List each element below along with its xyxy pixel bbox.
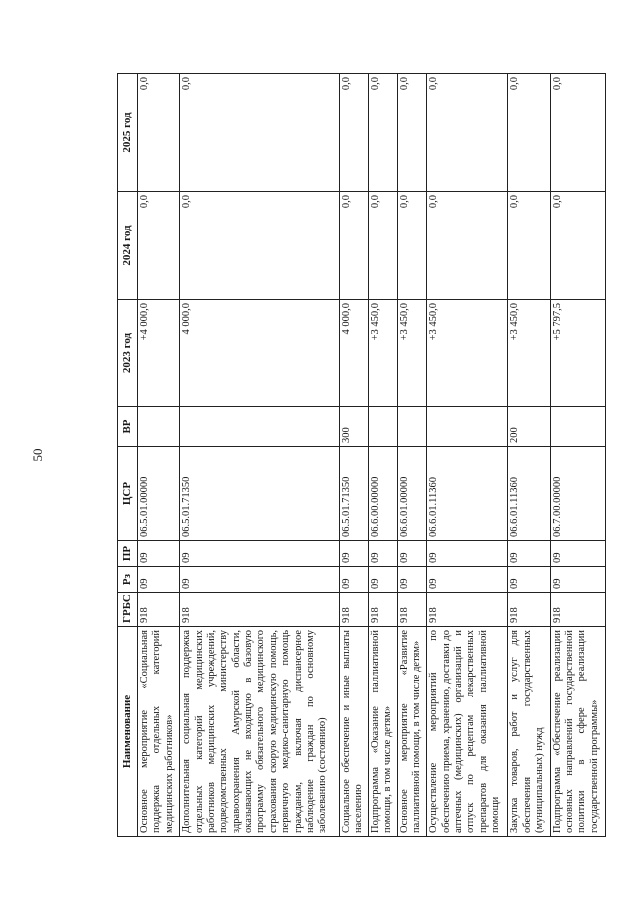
- row-csr-cell: 06.6.01.00000: [398, 447, 427, 541]
- row-2024-cell: 0,0: [550, 192, 605, 300]
- row-2023-cell: +4 000,0: [138, 300, 180, 407]
- table-row: [180, 74, 339, 837]
- row-2025-cell: 0,0: [550, 74, 605, 192]
- row-vr-cell: [398, 407, 427, 447]
- row-pr-cell: 09: [550, 541, 605, 567]
- row-csr-cell: 06.5.01.71350: [339, 447, 368, 541]
- row-2025-cell: 0,0: [427, 74, 508, 192]
- row-2024-cell: 0,0: [339, 192, 368, 300]
- table-row: [550, 74, 605, 837]
- row-name-cell: Основное мероприятие «Социальная поддержка отдельных категорий медицинских работников»: [138, 627, 180, 837]
- row-2025-cell: 0,0: [368, 74, 397, 192]
- row-2025-cell: 0,0: [180, 74, 339, 192]
- row-rz-cell: 09: [427, 567, 508, 593]
- row-2024-cell: 0,0: [508, 192, 550, 300]
- row-pr-cell: 09: [368, 541, 397, 567]
- header-grbs: ГРБС: [118, 593, 138, 627]
- row-csr-cell: 06.5.01.00000: [138, 447, 180, 541]
- row-name-cell: Закупка товаров, работ и услуг для обеспечения государственных (муниципальных) нужд: [508, 627, 550, 837]
- header-pr: ПР: [118, 541, 138, 567]
- row-pr-cell: 09: [398, 541, 427, 567]
- row-vr-cell: [427, 407, 508, 447]
- table-row: [138, 74, 180, 837]
- page-number: 50: [30, 448, 45, 462]
- row-2023-cell: +3 450,0: [427, 300, 508, 407]
- row-csr-cell: 06.6.01.11360: [508, 447, 550, 541]
- row-2023-cell: 4 000,0: [339, 300, 368, 407]
- row-csr-cell: 06.5.01.71350: [180, 447, 339, 541]
- row-rz-cell: 09: [339, 567, 368, 593]
- row-name-cell: Дополнительная социальная поддержка отдельных категорий медицинских работников медицинских учреждений, подведомственных министерству здравоохранения Амурской области, оказывающих не входящую в базовую программу обязательного медицинского страхования скорую медицинскую помощь, первичную медико-санитарную помощь гражданам, включая диспансерное наблюдение граждан по основному заболеванию (состоянию): [180, 627, 339, 837]
- row-pr-cell: 09: [508, 541, 550, 567]
- header-2025: 2025 год: [118, 74, 138, 192]
- row-name-cell: Подпрограмма «Обеспечение реализации основных направлений государственной политики в сфере реализации государственной программы»: [550, 627, 605, 837]
- row-vr-cell: [550, 407, 605, 447]
- row-vr-cell: [138, 407, 180, 447]
- row-grbs-cell: 918: [427, 593, 508, 627]
- header-row: [118, 74, 138, 837]
- row-grbs-cell: 918: [138, 593, 180, 627]
- row-vr-cell: [180, 407, 339, 447]
- row-2024-cell: 0,0: [138, 192, 180, 300]
- row-vr-cell: 200: [508, 407, 550, 447]
- header-vr: ВР: [118, 407, 138, 447]
- row-rz-cell: 09: [550, 567, 605, 593]
- row-vr-cell: [368, 407, 397, 447]
- row-pr-cell: 09: [138, 541, 180, 567]
- row-pr-cell: 09: [339, 541, 368, 567]
- budget-table: [117, 73, 606, 837]
- row-grbs-cell: 918: [550, 593, 605, 627]
- row-grbs-cell: 918: [339, 593, 368, 627]
- row-2023-cell: +5 797,5: [550, 300, 605, 407]
- row-csr-cell: 06.6.00.00000: [368, 447, 397, 541]
- table-row: [508, 74, 550, 837]
- row-2025-cell: 0,0: [339, 74, 368, 192]
- row-2024-cell: 0,0: [427, 192, 508, 300]
- row-rz-cell: 09: [368, 567, 397, 593]
- row-2024-cell: 0,0: [368, 192, 397, 300]
- header-2024: 2024 год: [118, 192, 138, 300]
- row-name-cell: Осуществление мероприятий по обеспечению приема, хранению, доставки до аптечных (медицинских) организаций и отпуск по рецептам лекарственных препаратов для оказания паллиативной помощи: [427, 627, 508, 837]
- table-row: [368, 74, 397, 837]
- table-row: [398, 74, 427, 837]
- table-wrapper: [117, 74, 606, 837]
- row-pr-cell: 09: [427, 541, 508, 567]
- row-rz-cell: 09: [180, 567, 339, 593]
- row-pr-cell: 09: [180, 541, 339, 567]
- row-grbs-cell: 918: [398, 593, 427, 627]
- header-2023: 2023 год: [118, 300, 138, 407]
- row-csr-cell: 06.6.01.11360: [427, 447, 508, 541]
- row-rz-cell: 09: [138, 567, 180, 593]
- row-name-cell: Подпрограмма «Оказание паллиативной помощи, в том числе детям»: [368, 627, 397, 837]
- row-2023-cell: +3 450,0: [508, 300, 550, 407]
- row-grbs-cell: 918: [180, 593, 339, 627]
- row-rz-cell: 09: [398, 567, 427, 593]
- row-name-cell: Основное мероприятие «Развитие паллиативной помощи, в том числе детям»: [398, 627, 427, 837]
- row-2024-cell: 0,0: [180, 192, 339, 300]
- row-vr-cell: 300: [339, 407, 368, 447]
- row-rz-cell: 09: [508, 567, 550, 593]
- row-2024-cell: 0,0: [398, 192, 427, 300]
- table-row: [339, 74, 368, 837]
- row-2025-cell: 0,0: [508, 74, 550, 192]
- header-rz: Рз: [118, 567, 138, 593]
- table-row: [427, 74, 508, 837]
- header-name: Наименование: [118, 627, 138, 837]
- row-2023-cell: +3 450,0: [398, 300, 427, 407]
- row-2023-cell: +3 450,0: [368, 300, 397, 407]
- row-2023-cell: 4 000,0: [180, 300, 339, 407]
- row-csr-cell: 06.7.00.00000: [550, 447, 605, 541]
- row-2025-cell: 0,0: [138, 74, 180, 192]
- row-grbs-cell: 918: [508, 593, 550, 627]
- header-csr: ЦСР: [118, 447, 138, 541]
- row-grbs-cell: 918: [368, 593, 397, 627]
- row-name-cell: Социальное обеспечение и иные выплаты населению: [339, 627, 368, 837]
- row-2025-cell: 0,0: [398, 74, 427, 192]
